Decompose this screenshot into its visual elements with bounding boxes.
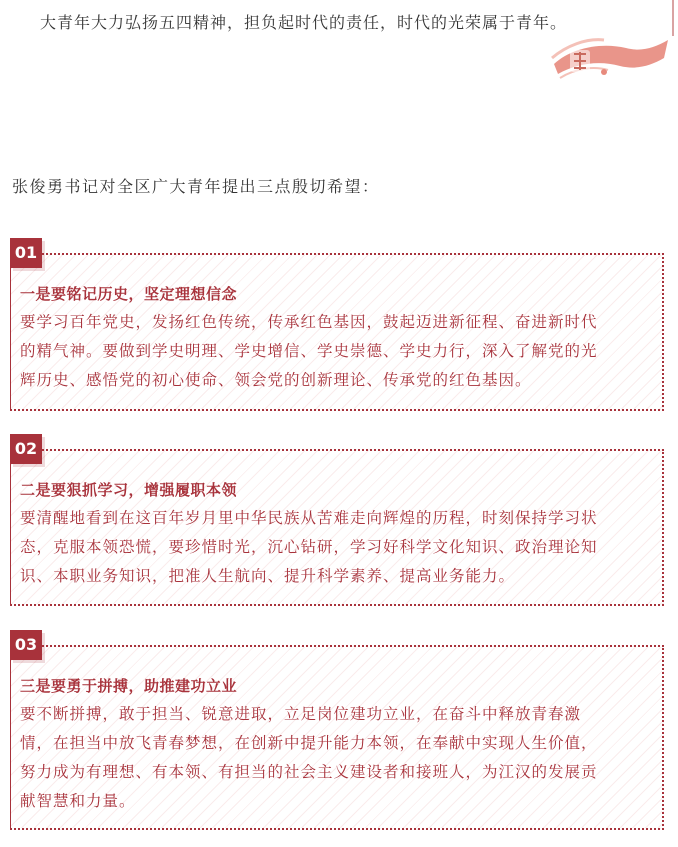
card-3: [10, 630, 666, 830]
body-line: 要学习百年党史，发扬红色传统，传承红色基因，鼓起迈进新征程、奋进新时代: [20, 313, 598, 331]
body-line: 要不断拼搏，敢于担当、锐意进取，立足岗位建功立业，在奋斗中释放青春激: [20, 705, 582, 723]
number-badge: 01: [10, 238, 42, 268]
card-body: [20, 504, 660, 591]
body-line: 识、本职业务知识，把准人生航向、提升科学素养、提高业务能力。: [20, 567, 516, 585]
card-body: [20, 700, 660, 816]
body-line: 献智慧和力量。: [20, 792, 136, 810]
quote-box: [0, 0, 674, 36]
body-line: 情，在担当中放飞青春梦想，在创新中提升能力本领，在奉献中实现人生价值，: [20, 734, 598, 752]
card-1: [10, 238, 666, 411]
body-line: 努力成为有理想、有本领、有担当的社会主义建设者和接班人，为江汉的发展贡: [20, 763, 598, 781]
card-title: 一是要铭记历史，坚定理想信念: [20, 285, 238, 303]
body-line: 辉历史、感悟党的初心使命、领会党的创新理论、传承党的红色基因。: [20, 371, 532, 389]
card-2: [10, 434, 666, 606]
number-badge: 02: [10, 434, 42, 464]
intro-text: 张俊勇书记对全区广大青年提出三点殷切希望：: [12, 177, 380, 196]
body-line: 的精气神。要做到学史明理、学史增信、学史崇德、学史力行，深入了解党的光: [20, 342, 598, 360]
ribbon-decoration-icon: [546, 34, 672, 84]
card-title: 三是要勇于拼搏，助推建功立业: [20, 677, 238, 695]
body-line: 态，克服本领恐慌，要珍惜时光，沉心钻研，学习好科学文化知识、政治理论知: [20, 538, 598, 556]
body-line: 要清醒地看到在这百年岁月里中华民族从苦难走向辉煌的历程，时刻保持学习状: [20, 509, 598, 527]
card-body: [20, 308, 660, 395]
card-title: 二是要狠抓学习，增强履职本领: [20, 481, 238, 499]
number-badge: 03: [10, 630, 42, 660]
top-quote-text: 大青年大力弘扬五四精神，担负起时代的责任，时代的光荣属于青年。: [40, 13, 568, 32]
